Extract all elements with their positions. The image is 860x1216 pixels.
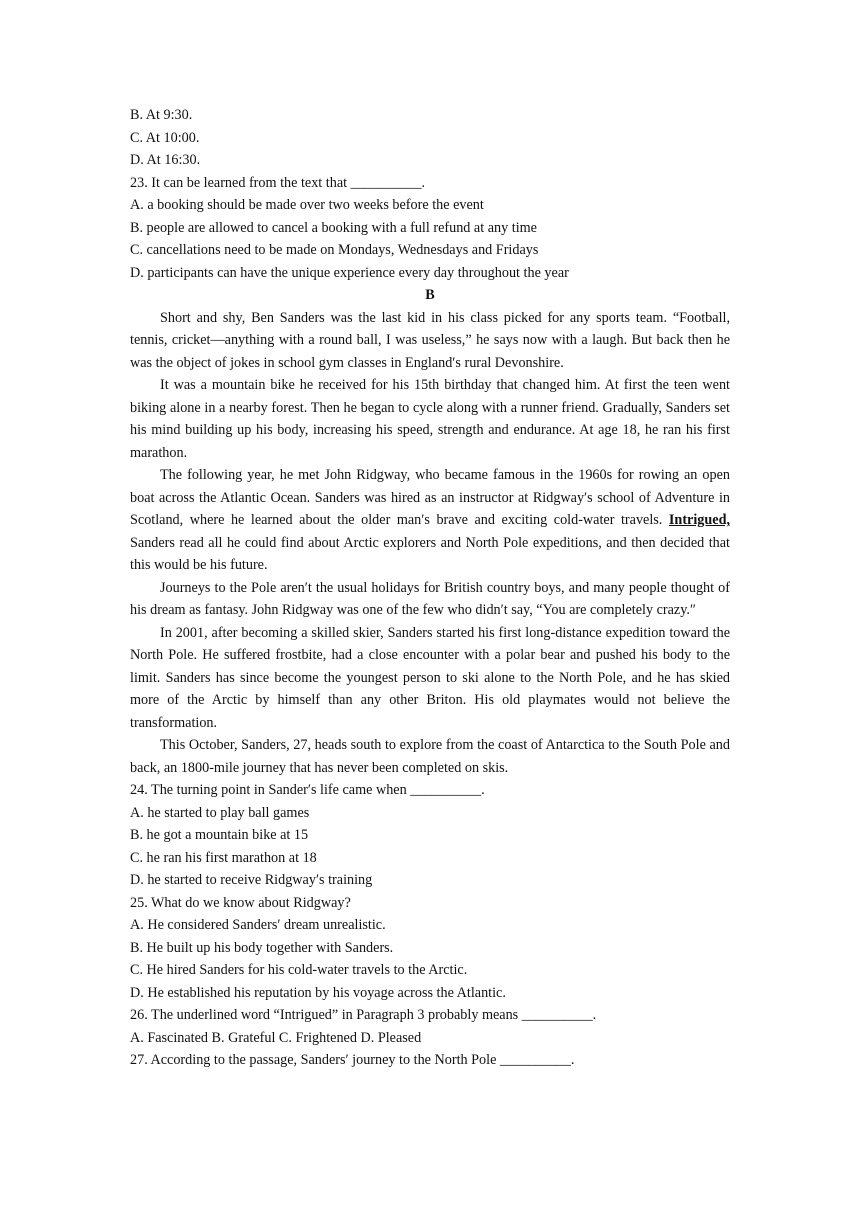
- q23-option-a: A. a booking should be made over two weeks before the event: [130, 197, 484, 213]
- q24-option-b: B. he got a mountain bike at 15: [130, 827, 309, 843]
- q25-option-d: D. He established his reputation by his voyage across the Atlantic.: [130, 984, 506, 1001]
- passage-paragraph-1: Short and shy, Ben Sanders was the last kid in his class picked for any sports team. “Football, tennis, cricket—anything with a round ball, I was useless,” he says now with a laugh. But back then he was the object of jokes in school gym classes in England′s rural Devonshire.: [130, 309, 730, 371]
- q23-option-c: C. cancellations need to be made on Mondays, Wednesdays and Fridays: [130, 242, 539, 258]
- passage-paragraph-2: It was a mountain bike he received for his 15th birthday that changed him. At first the teen went biking alone in a nearby forest. Then he began to cycle along with a runner friend. Gradually, Sanders set his mind building up his body, increasing his speed, strength and endurance. At age 18, he ran his first marathon.: [130, 377, 730, 461]
- passage-paragraph-3: [130, 464, 730, 577]
- q25-stem: 25. What do we know about Ridgway?: [130, 894, 351, 911]
- passage-paragraph-6: This October, Sanders, 27, heads south to explore from the coast of Antarctica to the South Pole and back, an 1800-mile journey that has never been completed on skis.: [130, 737, 730, 776]
- q26-stem: 26. The underlined word “Intrigued” in Paragraph 3 probably means __________.: [130, 1007, 597, 1023]
- q23-option-d: D. participants can have the unique experience every day throughout the year: [130, 264, 569, 281]
- q27-stem: 27. According to the passage, Sanders′ journey to the North Pole __________.: [130, 1052, 575, 1068]
- paragraph-3-text-before: The following year, he met John Ridgway, who became famous in the 1960s for rowing an open boat across the Atlantic Ocean. Sanders was hired as an instructor at Ridgway′s school of Adventure in Scotland, where he learned about the older man′s brave and exciting cold-water travels.: [130, 467, 730, 528]
- q26-options: A. Fascinated B. Grateful C. Frightened D. Pleased: [130, 1029, 422, 1046]
- q23-option-b: B. people are allowed to cancel a booking with a full refund at any time: [130, 219, 537, 236]
- q24-option-d: D. he started to receive Ridgway′s training: [130, 872, 373, 888]
- underlined-word: Intrigued,: [668, 512, 730, 528]
- passage-paragraph-5: In 2001, after becoming a skilled skier, Sanders started his first long-distance expedition toward the North Pole. He suffered frostbite, had a close encounter with a polar bear and pushed his body to the limit. Sanders has since become the youngest person to ski alone to the North Pole, and he has skied more of the Arctic by himself than any other Briton. His old playmates would not believe the transformation.: [130, 624, 730, 731]
- q25-option-b: B. He built up his body together with Sanders.: [130, 939, 394, 956]
- q22-option-b: B. At 9:30.: [130, 107, 193, 123]
- q24-option-a: A. he started to play ball games: [130, 804, 310, 821]
- document-page: [130, 104, 730, 1072]
- q23-stem: 23. It can be learned from the text that __________.: [130, 174, 426, 191]
- section-heading: B: [425, 287, 435, 303]
- q25-option-a: A. He considered Sanders′ dream unrealistic.: [130, 917, 386, 933]
- q24-stem: 24. The turning point in Sander′s life came when __________.: [130, 782, 485, 798]
- q24-option-c: C. he ran his first marathon at 18: [130, 849, 317, 866]
- q25-option-c: C. He hired Sanders for his cold-water travels to the Arctic.: [130, 962, 468, 978]
- paragraph-3-text-after: Sanders read all he could find about Arctic explorers and North Pole expeditions, and then decided that this would be his future.: [130, 534, 730, 573]
- q22-option-d: D. At 16:30.: [130, 152, 201, 168]
- passage-paragraph-4: Journeys to the Pole aren′t the usual holidays for British country boys, and many people thought of his dream as fantasy. John Ridgway was one of the few who didn′t say, “You are completely crazy.″: [130, 579, 730, 618]
- q22-option-c: C. At 10:00.: [130, 129, 200, 146]
